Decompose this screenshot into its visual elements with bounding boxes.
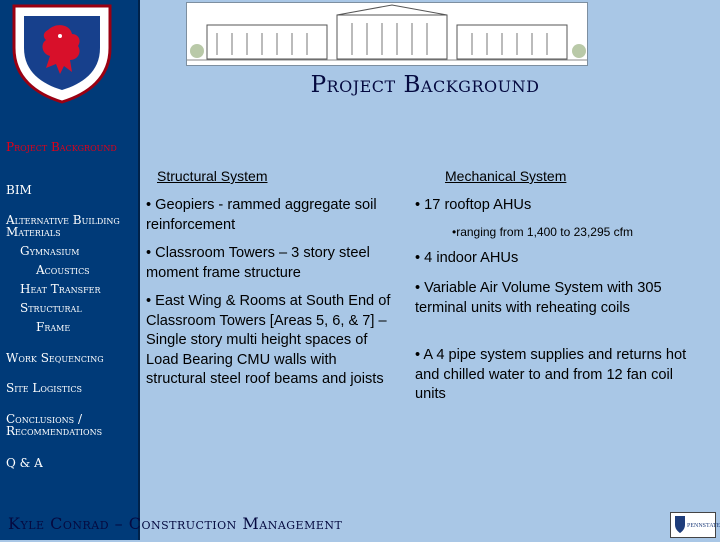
sidebar-item-project-background[interactable]: Project Background — [6, 140, 117, 154]
mechanical-bullet-vav: • Variable Air Volume System with 305 terminal units with reheating coils — [415, 280, 662, 316]
sidebar-item-q-and-a[interactable]: Q & A — [6, 456, 43, 470]
mechanical-bullet-rooftop-ahus: • 17 rooftop AHUs — [415, 197, 532, 213]
sidebar-item-alternative-building-materials[interactable]: Alternative Building Materials — [6, 213, 120, 239]
sidebar-item-frame[interactable]: Frame — [36, 320, 71, 334]
sidebar-item-gymnasium[interactable]: Gymnasium — [20, 244, 80, 258]
sidebar-item-structural[interactable]: Structural — [20, 301, 82, 315]
sidebar-item-site-logistics[interactable]: Site Logistics — [6, 381, 83, 395]
sidebar-item-conclusions[interactable]: Conclusions / Recommendations — [6, 412, 103, 438]
mechanical-heading: Mechanical System — [445, 168, 567, 184]
sidebar-item-work-sequencing[interactable]: Work Sequencing — [6, 351, 104, 365]
mechanical-bullet-indoor-ahus: • 4 indoor AHUs — [415, 250, 519, 266]
sidebar-item-heat-transfer[interactable]: Heat Transfer — [20, 282, 101, 296]
sidebar-item-acoustics[interactable]: Acoustics — [36, 263, 90, 277]
pennstate-logo-text: PENNSTATE — [687, 523, 720, 529]
sidebar-nav — [0, 0, 140, 540]
structural-bullet-classroom-towers: • Classroom Towers – 3 story steel moment frame structure — [146, 245, 370, 281]
structural-heading: Structural System — [157, 168, 268, 184]
school-crest-logo — [8, 2, 116, 104]
mechanical-bullet-cfm-range: •ranging from 1,400 to 23,295 cfm — [452, 225, 633, 239]
pennstate-logo — [670, 512, 720, 538]
sidebar-item-bim[interactable]: BIM — [6, 183, 32, 197]
footer-presenter: Kyle Conrad – Construction Management — [8, 514, 343, 533]
structural-bullet-geopiers: • Geopiers - rammed aggregate soil reinforcement — [146, 197, 377, 233]
mechanical-bullet-4-pipe: • A 4 pipe system supplies and returns hot and chilled water to and from 12 fan coil units — [415, 347, 687, 402]
structural-bullet-east-wing: • East Wing & Rooms at South End of Classroom Towers [Areas 5, 6, & 7] – Single story multi height spaces of Load Bearing CMU walls with structural steel roof beams and joists — [146, 293, 391, 387]
page-title: Project Background — [310, 72, 540, 98]
school-building-illustration — [186, 2, 588, 66]
